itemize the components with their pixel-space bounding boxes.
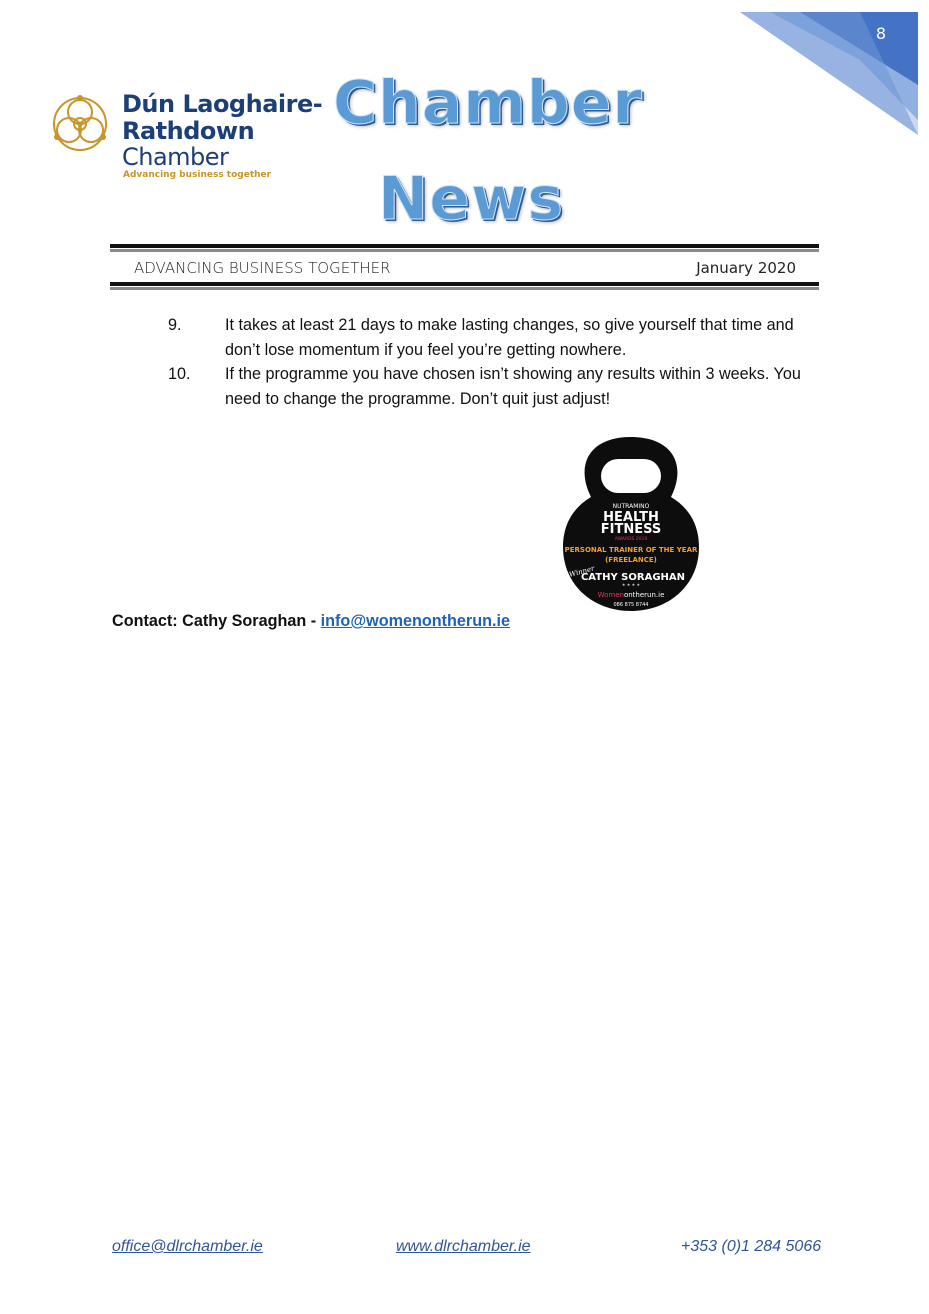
badge-name: CATHY SORAGHAN [580, 572, 686, 583]
footer-website-link[interactable]: www.dlrchamber.ie [396, 1238, 531, 1255]
award-badge-kettlebell [563, 435, 699, 611]
logo-text-line2: Rathdown [122, 117, 255, 145]
badge-award-line1: PERSONAL TRAINER OF THE YEAR [564, 546, 698, 554]
issue-date: January 2020 [696, 259, 796, 277]
header-rule-top [110, 244, 819, 248]
tips-list [168, 313, 818, 411]
header-rule-top-shadow [110, 249, 819, 252]
list-item [168, 362, 818, 411]
badge-award-line2: (FREELANCE) [605, 556, 657, 564]
contact-line [112, 612, 510, 631]
list-item-number: 9. [168, 316, 182, 334]
list-item-text: It takes at least 21 days to make lasting changes, so give yourself that time and don’t lose momentum if you feel you’re getting nowhere. [225, 316, 794, 359]
badge-brand: NUTRAMINO [612, 503, 650, 510]
chamber-logo [50, 90, 330, 185]
badge-phone: 086 875 8744 [613, 602, 649, 608]
logo-text-line3: Chamber [122, 143, 229, 171]
header-tagline: ADVANCING BUSINESS TOGETHER [134, 259, 391, 277]
list-item [168, 313, 818, 362]
masthead-title-line1: Chamber [333, 68, 643, 138]
masthead-title-line2: News [378, 164, 565, 234]
header-rule-bottom [110, 282, 819, 286]
contact-label: Contact: Cathy Soraghan - [112, 612, 321, 630]
logo-tagline: Advancing business together [123, 170, 272, 180]
logo-text-line1: Dún Laoghaire- [122, 90, 323, 118]
list-item-number: 10. [168, 365, 191, 383]
footer-email-link[interactable]: office@dlrchamber.ie [112, 1238, 263, 1255]
page-number: 8 [875, 24, 887, 43]
contact-email-link[interactable]: info@womenontherun.ie [320, 612, 510, 630]
list-item-text: If the programme you have chosen isn’t showing any results within 3 weeks. You need to change the programme. Don’t quit just adjust! [225, 365, 801, 408]
badge-site-prefix: Women [597, 591, 624, 599]
badge-title-fitness: FITNESS [600, 522, 662, 537]
svg-text:★ ★ ★ ★: ★ ★ ★ ★ [621, 582, 641, 587]
badge-title-health: HEALTH [603, 510, 659, 525]
svg-text:Womenontherun.ie [598, 591, 665, 599]
celtic-knot-icon [50, 92, 110, 156]
badge-winner: Winner [568, 564, 596, 579]
header-rule-bottom-shadow [110, 287, 819, 290]
badge-awards-year: AWARDS 2019 [614, 537, 648, 542]
footer-phone: +353 (0)1 284 5066 [681, 1238, 822, 1255]
badge-site-rest: ontherun.ie [623, 591, 665, 599]
